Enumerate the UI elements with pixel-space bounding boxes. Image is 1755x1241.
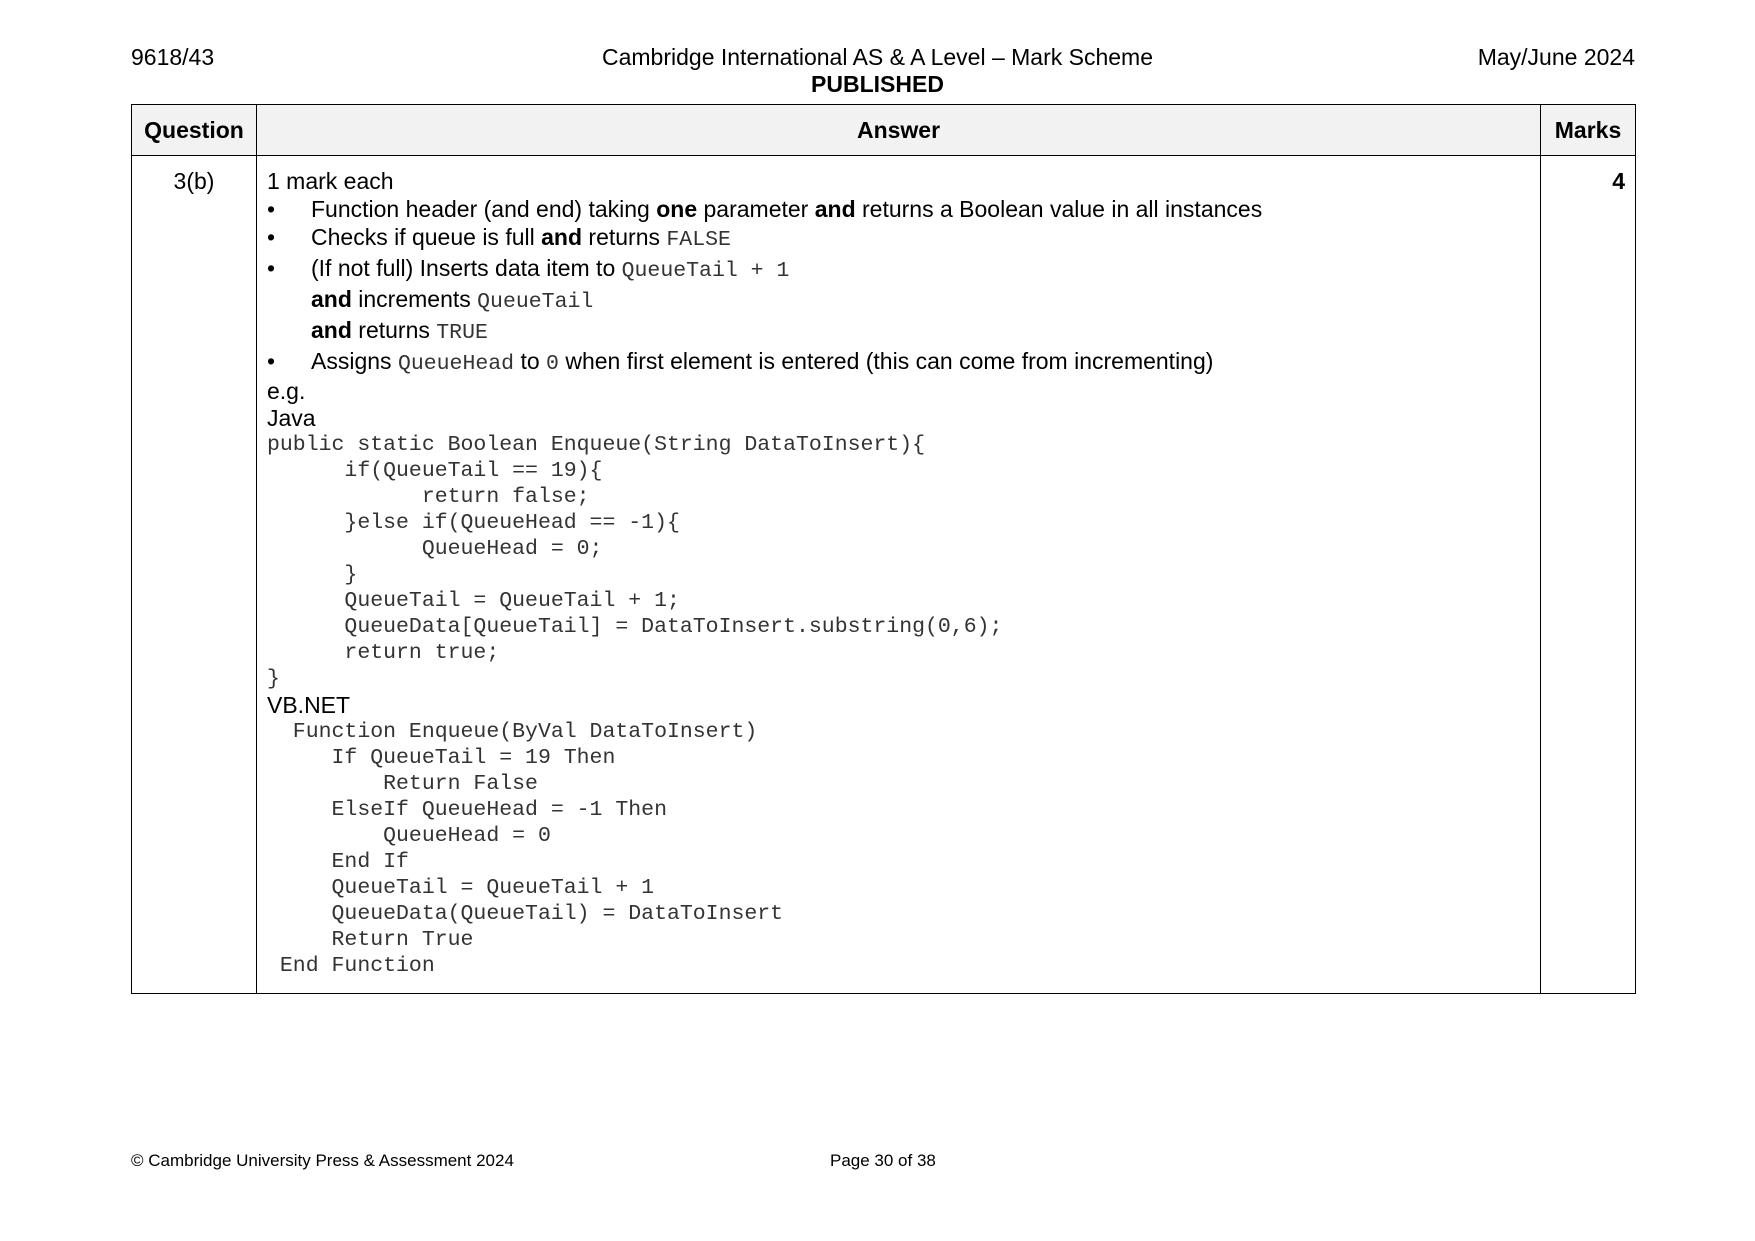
- answer-intro: 1 mark each: [267, 168, 394, 194]
- document-title: Cambridge International AS & A Level – Mark Scheme: [601, 44, 1154, 70]
- column-header-marks: Marks: [1541, 105, 1636, 156]
- bullet-bold: and: [541, 224, 583, 250]
- inline-code: QueueTail + 1: [621, 259, 790, 283]
- answer-cell: [257, 156, 1541, 994]
- bullet-text: returns: [582, 224, 667, 250]
- bullet-text: Assigns: [311, 348, 398, 374]
- column-header-question: Question: [132, 105, 257, 156]
- bullet-bold: and: [311, 286, 352, 312]
- table-row: [132, 156, 1636, 994]
- bullet-text: returns a Boolean value in all instances: [855, 196, 1263, 222]
- inline-code: FALSE: [666, 228, 731, 252]
- inline-code: QueueHead: [397, 352, 515, 376]
- published-label: PUBLISHED: [811, 71, 944, 97]
- bullet-point: [267, 195, 1530, 223]
- bullet-text: Function header (and end) taking: [311, 196, 657, 222]
- bullet-continuation: [267, 285, 1530, 316]
- bullet-text: increments: [351, 286, 478, 312]
- inline-code: TRUE: [436, 321, 488, 345]
- inline-code: 0: [546, 352, 559, 376]
- exam-session: May/June 2024: [1477, 44, 1635, 70]
- copyright-notice: © Cambridge University Press & Assessment 2024: [131, 1151, 514, 1170]
- table-header-row: [132, 105, 1636, 156]
- inline-code: QueueTail: [477, 290, 594, 314]
- question-number: 3(b): [132, 156, 257, 994]
- bullet-continuation: [267, 316, 1530, 347]
- bullet-bold: and: [311, 317, 352, 343]
- page-number: Page 30 of 38: [830, 1151, 936, 1170]
- java-code-block: public static Boolean Enqueue(String DataToInsert){ if(QueueTail == 19){ return false; }else if(QueueHead == -1){ QueueHead = 0; } QueueTail = QueueTail + 1; QueueData[QueueTail] = DataToInsert.substring(0,6); return true; }: [267, 433, 1003, 691]
- java-label: Java: [267, 405, 316, 431]
- bullet-text: Checks if queue is full: [311, 224, 542, 250]
- paper-code: 9618/43: [131, 44, 215, 70]
- mark-scheme-table: [131, 104, 1636, 994]
- bullet-point: [267, 347, 1530, 378]
- bullet-bold: and: [814, 196, 856, 222]
- marks-value: 4: [1541, 156, 1636, 994]
- column-header-answer: Answer: [257, 105, 1541, 156]
- bullet-text: returns: [351, 317, 437, 343]
- bullet-bold: one: [656, 196, 698, 222]
- example-label: e.g.: [267, 378, 306, 404]
- bullet-point: [267, 254, 1530, 285]
- bullet-point: [267, 223, 1530, 254]
- vbnet-label: VB.NET: [267, 692, 351, 718]
- bullet-text: to: [514, 348, 547, 374]
- bullet-text: parameter: [697, 196, 815, 222]
- bullet-text: (If not full) Inserts data item to: [311, 255, 622, 281]
- vbnet-code-block: Function Enqueue(ByVal DataToInsert) If QueueTail = 19 Then Return False ElseIf QueueHead = -1 Then QueueHead = 0 End If QueueTail = QueueTail + 1 QueueData(QueueTail) = DataToInsert Return True End Function: [279, 720, 784, 978]
- bullet-text: when first element is entered (this can come from incrementing): [558, 348, 1214, 374]
